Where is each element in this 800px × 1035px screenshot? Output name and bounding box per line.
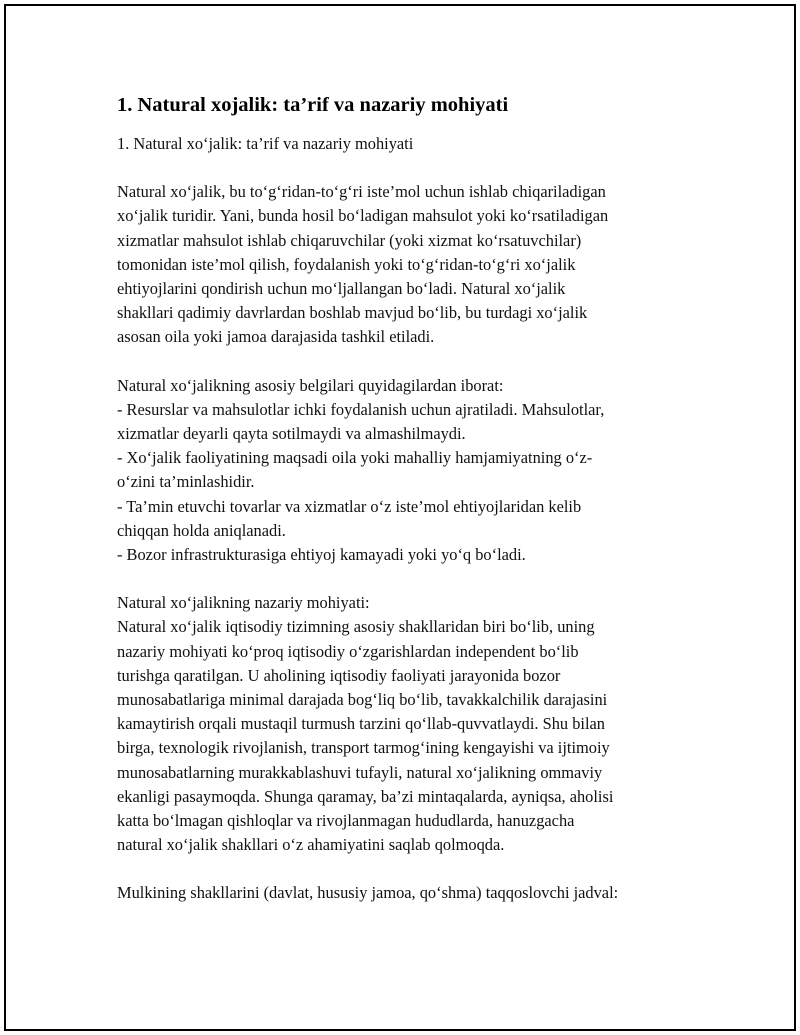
text-line: natural xo‘jalik shakllari o‘z ahamiyatini saqlab qolmoqda. [117,835,505,855]
text-line: ehtiyojlarini qondirish uchun mo‘ljallangan bo‘ladi. Natural xo‘jalik [117,279,566,299]
text-line: munosabatlariga minimal darajada bog‘liq bo‘lib, tavakkalchilik darajasini [117,690,608,710]
document-title: 1. Natural xojalik: ta’rif va nazariy mohiyati [117,94,509,116]
table-intro-line: Mulkining shakllarini (davlat, hususiy jamoa, qo‘shma) taqqoslovchi jadval: [117,883,619,903]
text-line: shakllari qadimiy davrlardan boshlab mavjud bo‘lib, bu turdagi xo‘jalik [117,303,588,323]
list-item-continuation: chiqqan holda aniqlanadi. [117,520,286,540]
text-line: birga, texnologik rivojlanish, transport tarmog‘ining kengayishi va ijtimoiy [117,738,610,758]
text-line: Natural xo‘jalik iqtisodiy tizimning asosiy shakllaridan biri bo‘lib, uning [117,617,595,637]
definition-paragraph [117,180,689,349]
text-line: katta bo‘lmagan qishloqlar va rivojlanmagan hududlarda, hanuzgacha [117,811,575,831]
features-list [117,374,689,568]
text-line: xo‘jalik turidir. Yani, bunda hosil bo‘ladigan mahsulot yoki ko‘rsatiladigan [117,206,609,226]
text-line: kamaytirish orqali mustaqil turmush tarzini qo‘llab-quvvatlaydi. Shu bilan [117,714,605,734]
section-subtitle: 1. Natural xo‘jalik: ta’rif va nazariy mohiyati [117,134,414,153]
text-line: Natural xo‘jalik, bu to‘g‘ridan-to‘g‘ri iste’mol uchun ishlab chiqariladigan [117,182,606,202]
list-item: - Bozor infrastrukturasiga ehtiyoj kamayadi yoki yo‘q bo‘ladi. [117,545,526,565]
text-line: ekanligi pasaymoqda. Shunga qaramay, ba’zi mintaqalarda, ayniqsa, aholisi [117,786,614,806]
theory-section [117,591,689,857]
text-line: turishga qaratilgan. U aholining iqtisodiy faoliyati jarayonida bozor [117,665,561,685]
document-body [117,92,689,906]
theory-heading: Natural xo‘jalikning nazariy mohiyati: [117,593,370,613]
text-line: asosan oila yoki jamoa darajasida tashkil etiladi. [117,327,435,347]
list-item: - Ta’min etuvchi tovarlar va xizmatlar o‘z iste’mol ehtiyojlaridan kelib [117,496,582,516]
list-item: - Resurslar va mahsulotlar ichki foydalanish uchun ajratiladi. Mahsulotlar, [117,399,605,419]
text-line: munosabatlarning murakkablashuvi tufayli, natural xo‘jalikning ommaviy [117,762,603,782]
list-item: - Xo‘jalik faoliyatining maqsadi oila yoki mahalliy hamjamiyatning o‘z- [117,448,593,468]
list-item-continuation: o‘zini ta’minlashidir. [117,472,255,492]
text-line: xizmatlar mahsulot ishlab chiqaruvchilar (yoki xizmat ko‘rsatuvchilar) [117,230,582,250]
text-line: tomonidan iste’mol qilish, foydalanish yoki to‘g‘ridan-to‘g‘ri xo‘jalik [117,254,576,274]
text-line: nazariy mohiyati ko‘proq iqtisodiy o‘zgarishlardan independent bo‘lib [117,641,579,661]
features-heading: Natural xo‘jalikning asosiy belgilari quyidagilardan iborat: [117,375,504,395]
list-item-continuation: xizmatlar deyarli qayta sotilmaydi va almashilmaydi. [117,424,466,444]
